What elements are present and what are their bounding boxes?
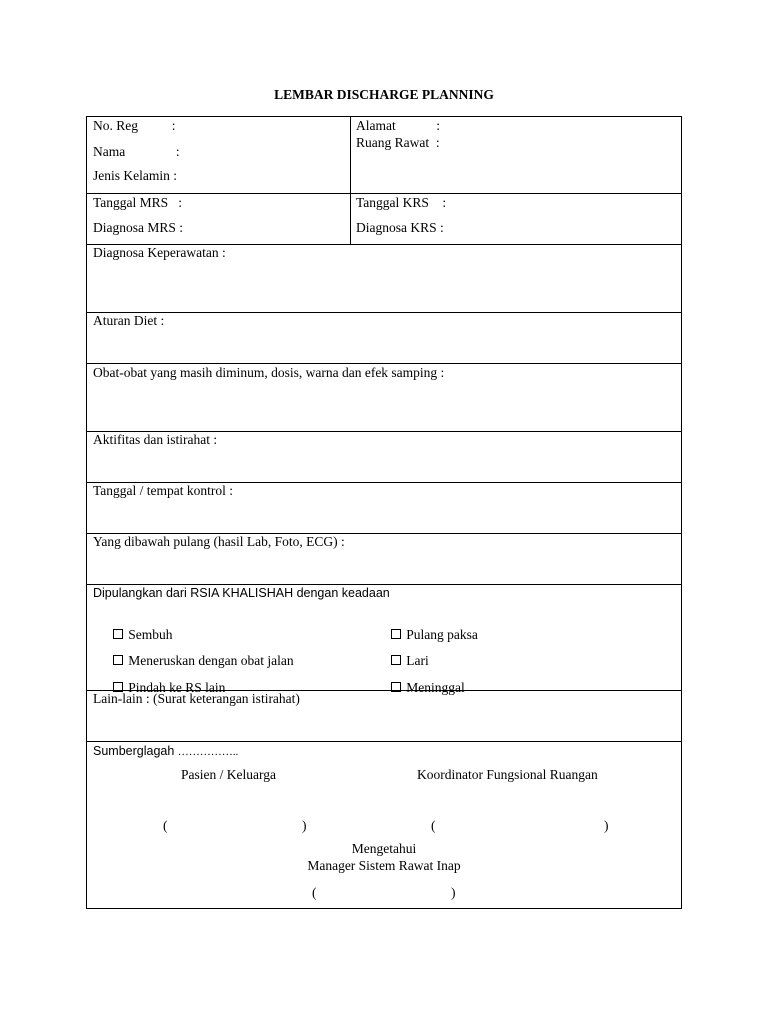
option-label: Lari [406, 653, 429, 668]
ruang-rawat-field: Ruang Rawat : [356, 135, 440, 150]
aktifitas-label: Aktifitas dan istirahat : [93, 432, 218, 447]
date-dots: …………….. [177, 746, 239, 758]
column-divider [350, 194, 351, 244]
identity-row [87, 117, 681, 194]
diagnosa-keperawatan-label: Diagnosa Keperawatan : [93, 245, 226, 260]
koordinator-label: Koordinator Fungsional Ruangan [417, 767, 598, 782]
dibawa-pulang-section [87, 534, 681, 585]
option-label: Pulang paksa [406, 627, 478, 642]
option-label: Meneruskan dengan obat jalan [128, 653, 294, 668]
diagnosa-mrs-field: Diagnosa MRS : [93, 220, 184, 235]
option-label: Meninggal [406, 680, 465, 695]
lain-lain-section [87, 691, 681, 742]
tanggal-mrs-field: Tanggal MRS : [93, 195, 183, 210]
nama-field: Nama : [93, 144, 180, 159]
obat-section [87, 364, 681, 432]
manager-label: Manager Sistem Rawat Inap [307, 858, 461, 873]
form-title: LEMBAR DISCHARGE PLANNING [274, 87, 494, 102]
lain-lain-label: Lain-lain : (Surat keterangan istirahat) [93, 691, 300, 706]
dibawa-pulang-label: Yang dibawah pulang (hasil Lab, Foto, ECG) : [93, 534, 345, 549]
diagnosa-krs-field: Diagnosa KRS : [356, 220, 444, 235]
admission-row [87, 194, 681, 245]
kontrol-label: Tanggal / tempat kontrol : [93, 483, 234, 498]
signature-section [87, 742, 681, 908]
koordinator-sign-close: ) [604, 818, 609, 833]
mengetahui-label: Mengetahui [351, 841, 417, 856]
place-name: Sumberglagah [93, 744, 175, 758]
pasien-sign-open: ( [163, 818, 168, 833]
place-date-line [93, 743, 238, 760]
aturan-diet-section [87, 313, 681, 364]
kontrol-section [87, 483, 681, 534]
manager-sign-close: ) [451, 885, 456, 900]
alamat-field: Alamat : [356, 118, 440, 133]
aturan-diet-label: Aturan Diet : [93, 313, 165, 328]
discharge-form [86, 116, 682, 909]
discharge-heading: Dipulangkan dari RSIA KHALISHAH dengan keadaan [93, 586, 390, 600]
option-label: Sembuh [128, 627, 173, 642]
pasien-sign-close: ) [302, 818, 307, 833]
diagnosa-keperawatan-section [87, 245, 681, 313]
manager-sign-open: ( [312, 885, 317, 900]
jenis-kelamin-field: Jenis Kelamin : [93, 168, 177, 183]
pasien-label: Pasien / Keluarga [181, 767, 276, 782]
option-label: Pindah ke RS lain [128, 680, 226, 695]
column-divider [350, 117, 351, 193]
koordinator-sign-open: ( [431, 818, 436, 833]
aktifitas-section [87, 432, 681, 483]
discharge-condition-section [87, 585, 681, 695]
tanggal-krs-field: Tanggal KRS : [356, 195, 447, 210]
obat-label: Obat-obat yang masih diminum, dosis, warna dan efek samping : [93, 365, 445, 380]
no-reg-field: No. Reg : [93, 118, 176, 133]
